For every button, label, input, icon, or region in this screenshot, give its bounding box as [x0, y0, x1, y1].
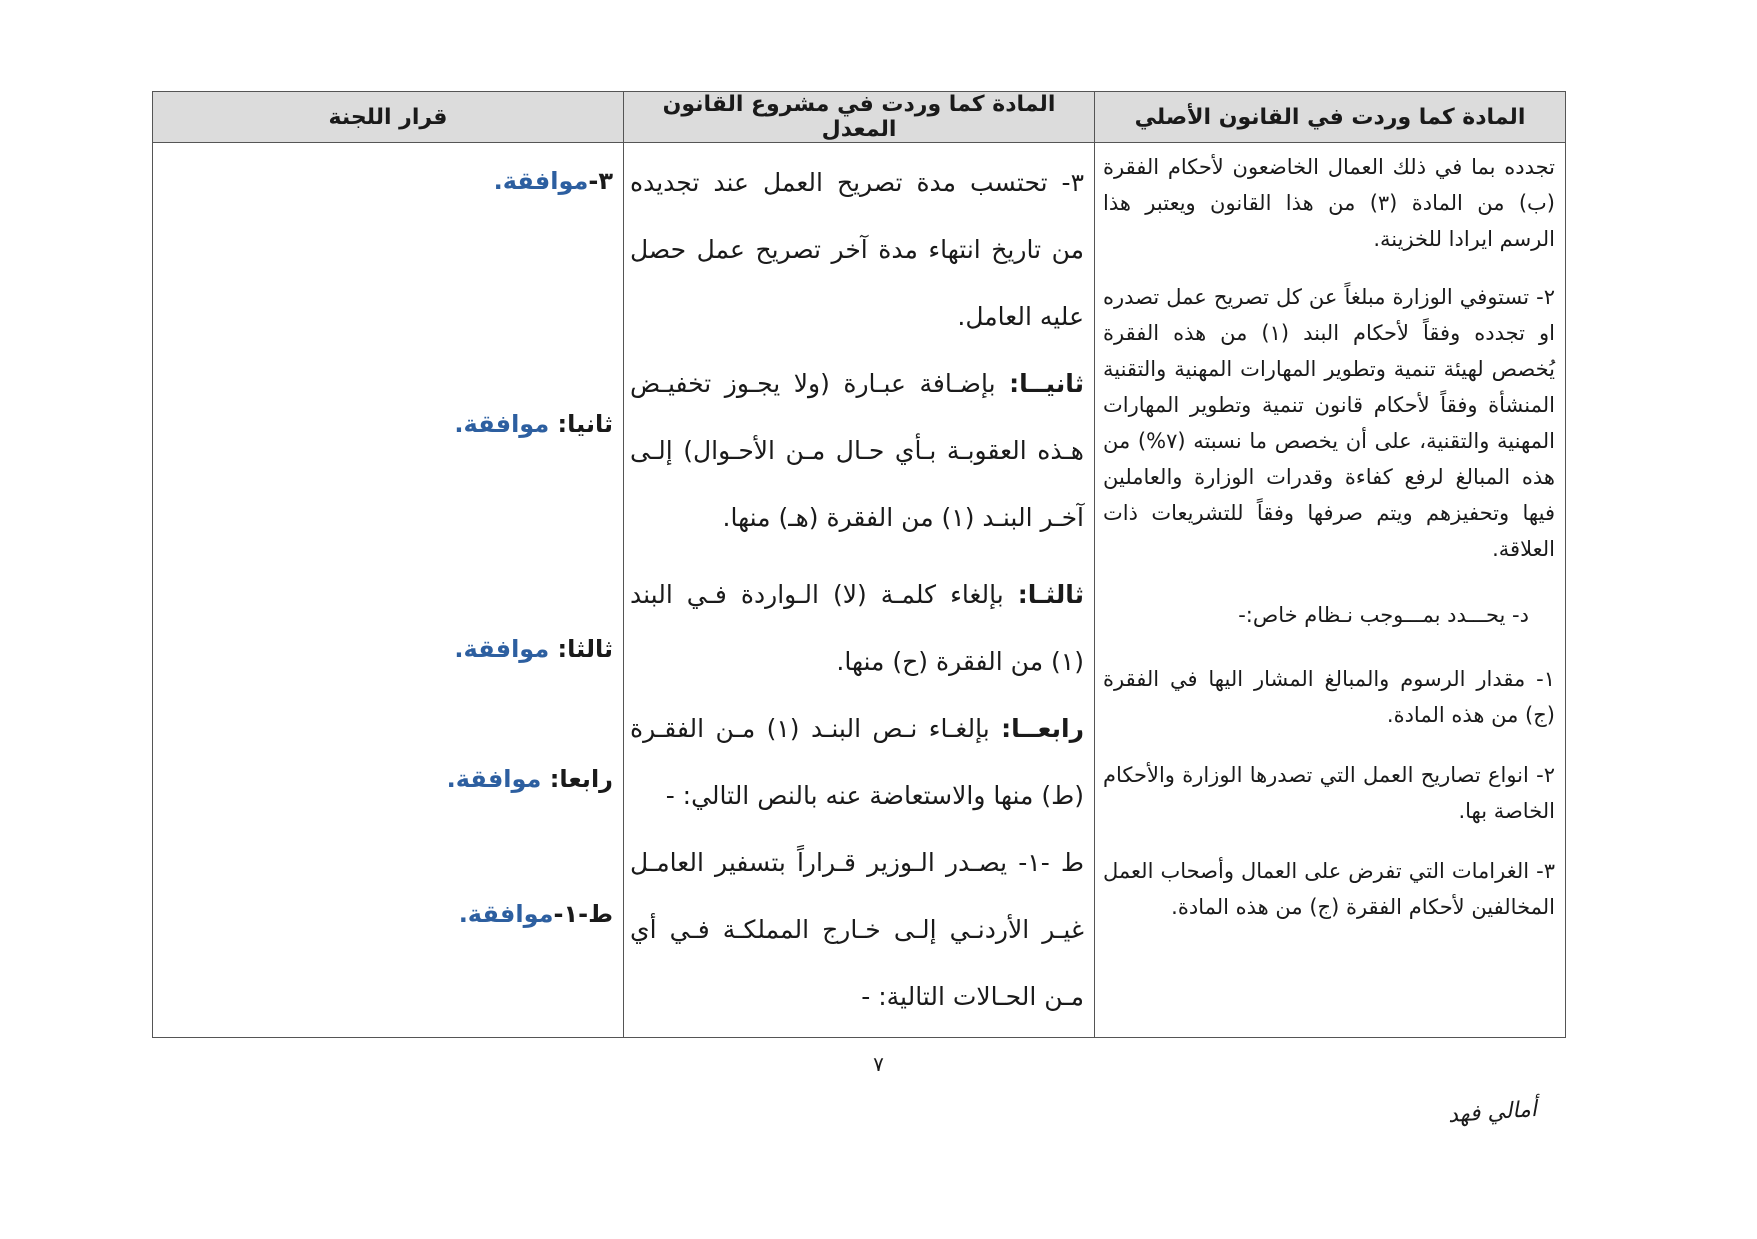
decision-label: ط-١- [553, 900, 613, 928]
decision-agree: موافقة. [454, 410, 550, 438]
amended-fourth [630, 695, 1084, 829]
handwritten-signature: أمالي فهد [1447, 1096, 1538, 1129]
decision-item [454, 404, 613, 444]
original-law-cell [1095, 143, 1566, 1038]
amended-fourth-label: رابعــا: [1001, 714, 1085, 743]
amended-fourth-text: بإلغـاء نـص البنـد (١) مـن الفقـرة (ط) منها والاستعاضة عنه بالنص التالي: - [630, 714, 1084, 810]
decision-agree: موافقة. [493, 167, 589, 195]
amended-second-label: ثانيــا: [1009, 369, 1084, 398]
decision-label: رابعا: [541, 765, 613, 793]
decision-label: ثالثا: [549, 635, 613, 663]
decision-cell [153, 143, 624, 1038]
decision-item [454, 629, 613, 669]
header-amended-draft: المادة كما وردت في مشروع القانون المعدل [624, 92, 1095, 143]
decision-agree: موافقة. [454, 635, 550, 663]
table-body-row [153, 143, 1566, 1038]
decision-item [447, 759, 613, 799]
decision-agree: موافقة. [446, 765, 542, 793]
decision-item [494, 161, 613, 201]
decision-label: ٣- [588, 167, 613, 195]
header-committee-decision: قرار اللجنة [153, 92, 624, 143]
page-number: ٧ [873, 1052, 884, 1076]
original-paragraph: تجدده بما في ذلك العمال الخاضعون لأحكام الفقرة (ب) من المادة (٣) من هذا القانون ويعتبر هذا الرسم ايرادا للخزينة. [1103, 155, 1555, 251]
decision-label: ثانيا: [549, 410, 613, 438]
amended-third-label: ثالثـا: [1017, 580, 1084, 609]
amended-third-text: بإلغاء كلمـة (لا) الـواردة فـي البند (١) من الفقرة (ح) منها. [630, 580, 1084, 676]
original-paragraph: د- يحـــدد بمـــوجب نـظام خاص:- [1238, 603, 1529, 627]
original-paragraph: ٣- الغرامات التي تفرض على العمال وأصحاب العمل المخالفين لأحكام الفقرة (ج) من هذه المادة. [1103, 859, 1555, 919]
table-header-row [153, 92, 1566, 143]
decision-agree: موافقة. [458, 900, 554, 928]
amended-item-3: ٣- تحتسب مدة تصريح العمل عند تجديده من تاريخ انتهاء مدة آخر تصريح عمل حصل عليه العامل. [630, 168, 1084, 331]
header-original-law: المادة كما وردت في القانون الأصلي [1095, 92, 1566, 143]
decision-list [159, 149, 613, 1029]
comparison-table [152, 91, 1566, 1038]
decision-item [459, 894, 613, 934]
amended-third [630, 561, 1084, 695]
original-paragraph: ١- مقدار الرسوم والمبالغ المشار اليها في الفقرة (ج) من هذه المادة. [1103, 667, 1555, 727]
original-paragraph: ٢- انواع تصاريح العمل التي تصدرها الوزارة والأحكام الخاصة بها. [1103, 763, 1555, 823]
original-paragraph: ٢- تستوفي الوزارة مبلغاً عن كل تصريح عمل تصدره او تجدده وفقاً لأحكام البند (١) من هذه الفقرة يُخصص لهيئة تنمية وتطوير المهارات المهنية والتقنية المنشأة وفقاً لأحكام قانون تنمية وتطوير المهارات المهنية والتقنية، على أن يخصص ما نسبته (٧%) من هذه المبالغ لرفع كفاءة وقدرات الوزارة والعاملين فيها وتحفيزهم ويتم صرفها وفقاً للتشريعات ذات العلاقة. [1103, 285, 1555, 561]
amended-t1: ط -١- يصـدر الـوزير قـراراً بتسفير العامـل غيـر الأردنـي إلـى خـارج المملكـة فـي أي مـن الحـالات التالية: - [630, 848, 1084, 1011]
amended-second [630, 350, 1084, 551]
amended-second-text: بإضـافة عبـارة (ولا يجـوز تخفيـض هـذه العقوبـة بـأي حـال مـن الأحـوال) إلـى آخـر البنـد (١) من الفقرة (هـ) منها. [630, 369, 1084, 532]
amended-law-cell [624, 143, 1095, 1038]
